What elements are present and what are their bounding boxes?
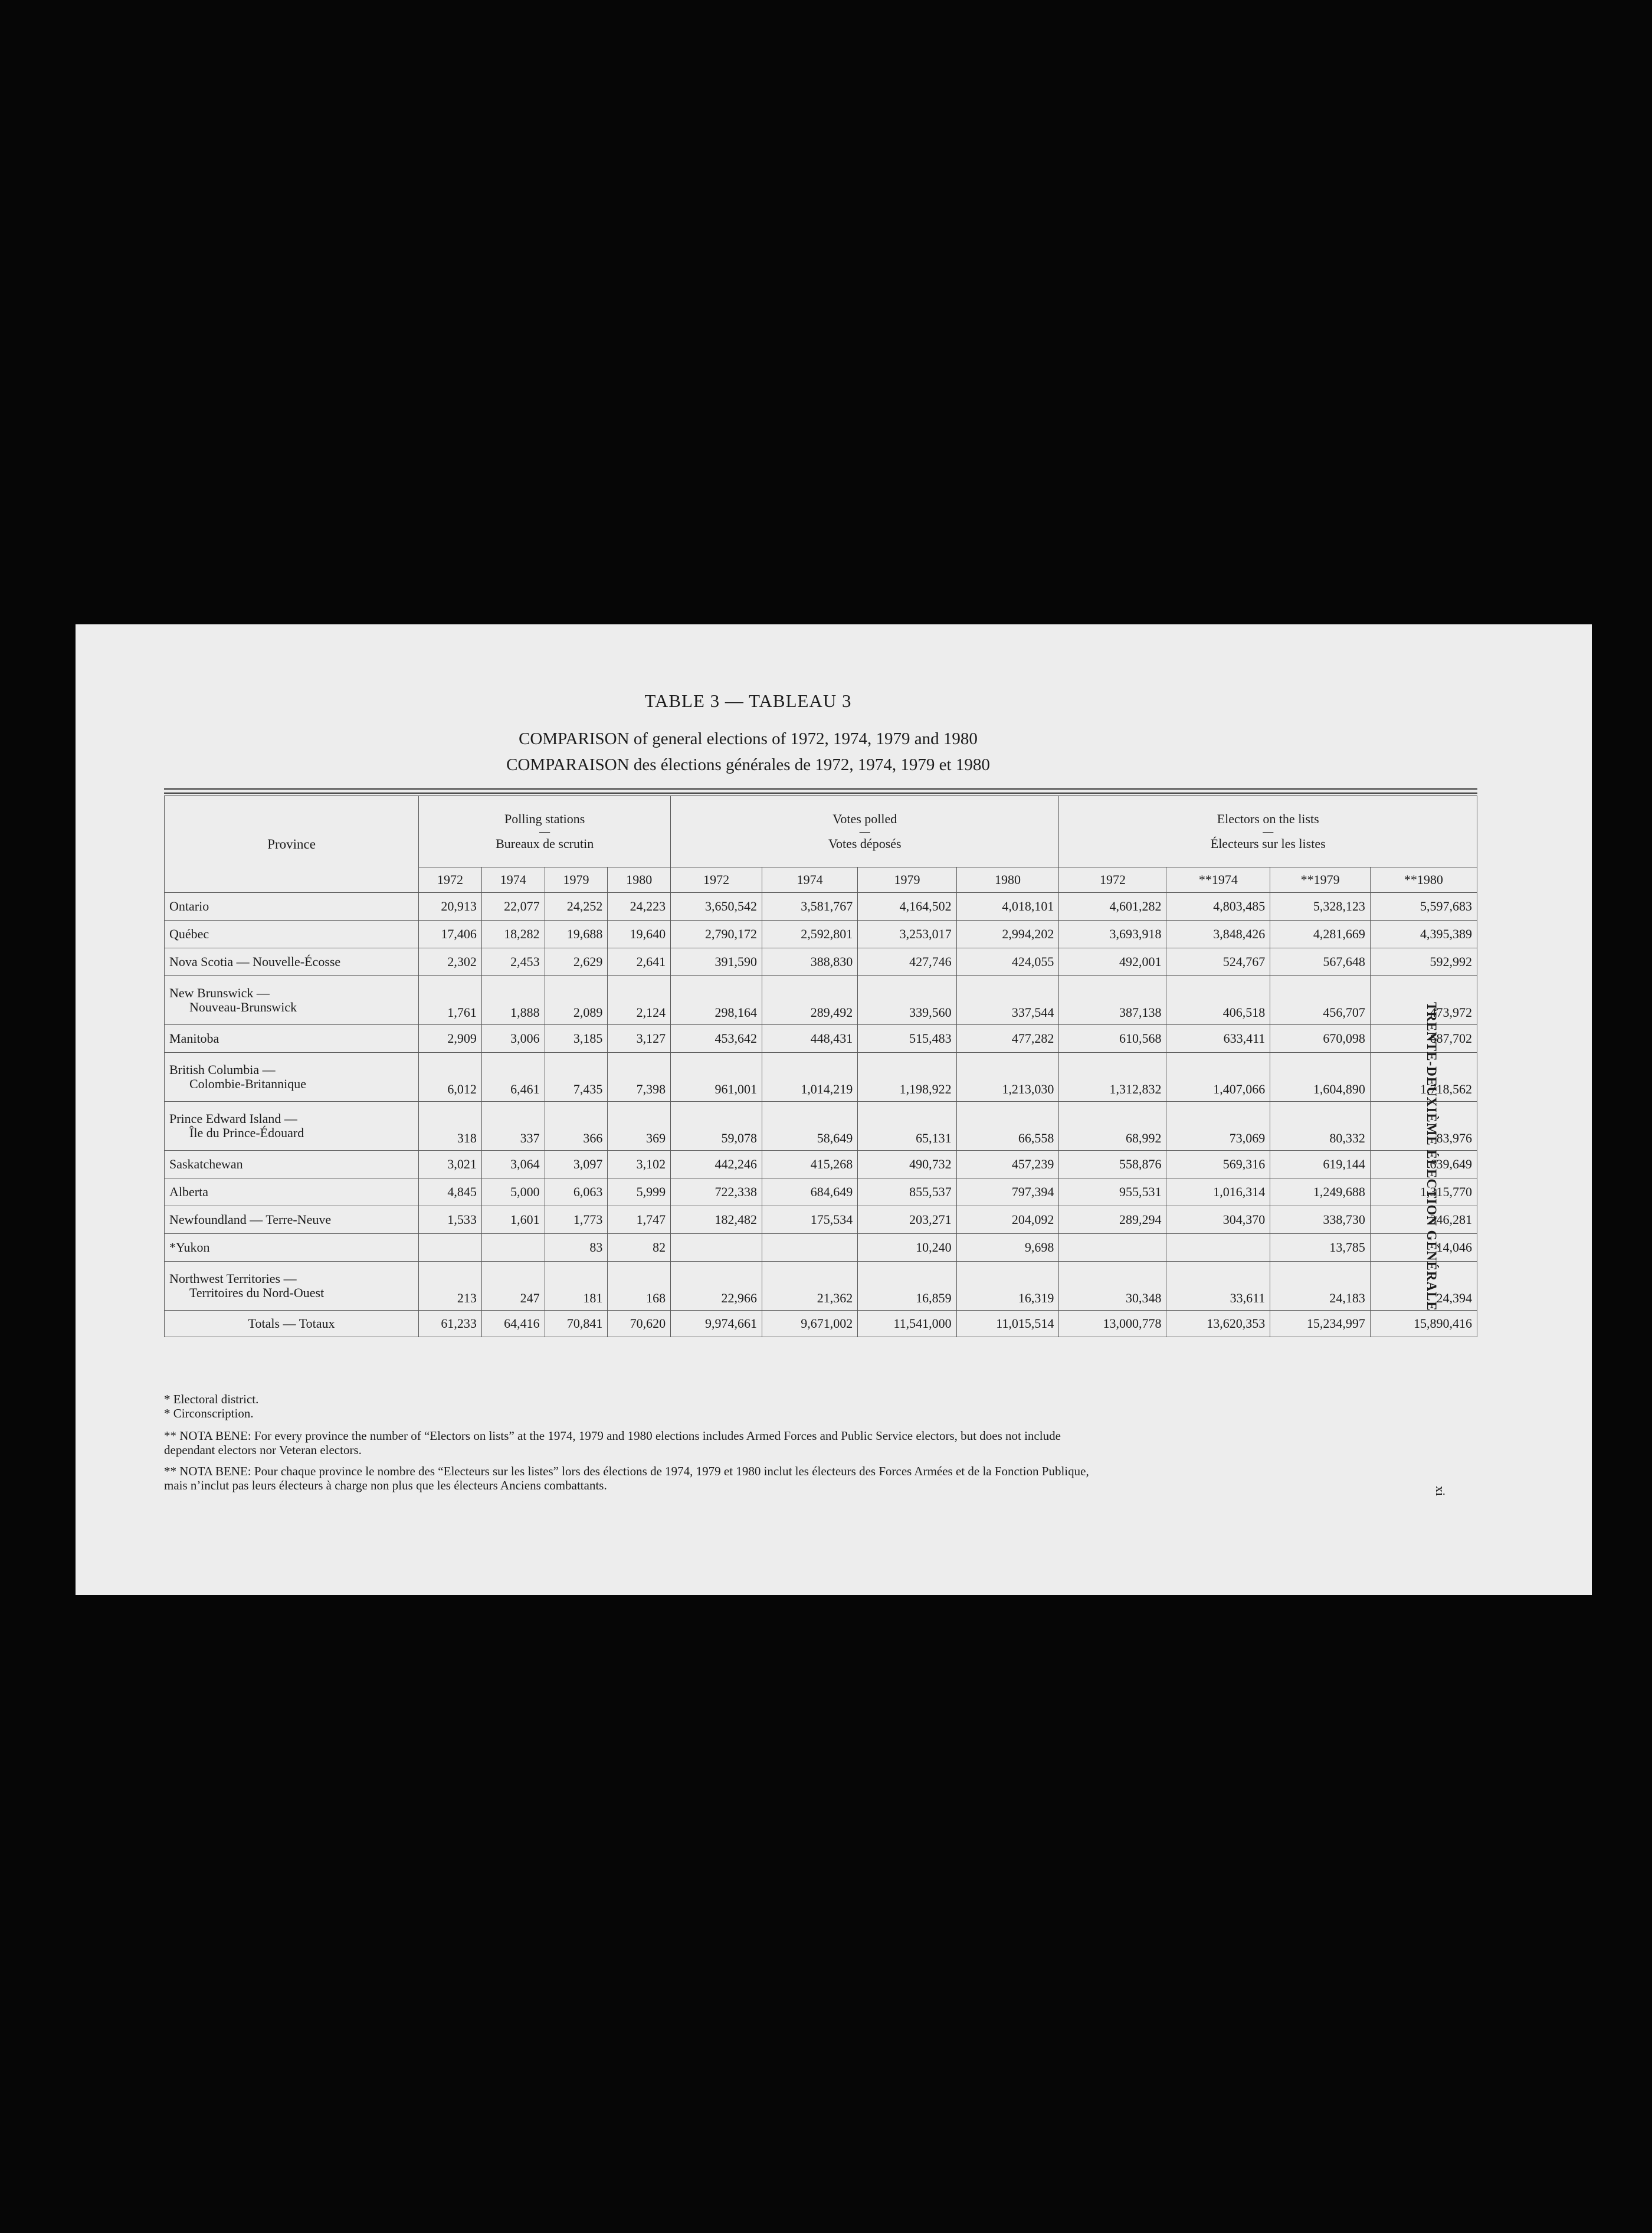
value-cell: 22,966 [671,1262,762,1311]
electors-fr: Électeurs sur les listes [1210,836,1326,851]
value-cell: 457,239 [956,1151,1059,1178]
value-cell: 59,078 [671,1102,762,1151]
value-cell: 83 [545,1234,608,1262]
votes-polled-fr: Votes déposés [828,836,902,851]
value-cell: 16,859 [858,1262,956,1311]
running-head-text: TRENTE-DEUXIÈME ÉLECTION GÉNÉRALE [1424,1002,1439,1311]
footnote-circonscription: * Circonscription. [164,1406,254,1420]
province-name [165,1262,419,1311]
top-rule-double [164,793,1477,794]
footnote-nota-bene-en-cont: dependant electors nor Veteran electors. [164,1443,362,1457]
province-name [165,948,419,976]
province-name [165,893,419,921]
value-cell: 415,268 [762,1151,858,1178]
value-cell: 456,707 [1270,976,1371,1025]
value-cell: 369 [608,1102,671,1151]
value-cell: 304,370 [1166,1206,1270,1234]
year-header: **1974 [1166,867,1270,893]
header-dash: — [859,826,870,837]
value-cell: 2,124 [608,976,671,1025]
year-header: 1972 [419,867,482,893]
value-cell: 58,649 [762,1102,858,1151]
value-cell: 4,601,282 [1059,893,1166,921]
value-cell: 5,597,683 [1370,893,1477,921]
province-name [165,1206,419,1234]
votes-polled-en: Votes polled [832,811,897,826]
value-cell: 33,611 [1166,1262,1270,1311]
year-header: 1980 [608,867,671,893]
province-name-line1: Newfoundland — Terre-Neuve [169,1212,332,1227]
province-name [165,1053,419,1102]
value-cell: 427,746 [858,948,956,976]
value-cell: 391,590 [671,948,762,976]
value-cell: 10,240 [858,1234,956,1262]
value-cell: 24,223 [608,893,671,921]
province-name-line2: Territoires du Nord-Ouest [189,1285,324,1300]
value-cell: 1,016,314 [1166,1178,1270,1206]
value-cell: 3,064 [481,1151,545,1178]
value-cell: 1,315,770 [1370,1178,1477,1206]
running-head [1424,1002,1459,1533]
value-cell: 1,718,562 [1370,1053,1477,1102]
footnotes [164,1393,1421,1493]
province-name-line1: Totals — Totaux [248,1316,335,1331]
value-cell: 687,702 [1370,1025,1477,1053]
value-cell: 1,888 [481,976,545,1025]
province-name-line1: Nova Scotia — Nouvelle-Écosse [169,954,341,969]
value-cell: 569,316 [1166,1151,1270,1178]
table-row [165,921,1477,948]
value-cell: 3,581,767 [762,893,858,921]
value-cell: 1,604,890 [1270,1053,1371,1102]
value-cell: 6,063 [545,1178,608,1206]
page-number: xi [1433,1486,1448,1497]
table-row [165,1102,1477,1151]
footnote-electoral-district: * Electoral district. [164,1392,259,1406]
province-name-line1: *Yukon [169,1240,210,1255]
value-cell: 524,767 [1166,948,1270,976]
value-cell: 65,131 [858,1102,956,1151]
value-cell: 4,164,502 [858,893,956,921]
value-cell: 70,620 [608,1311,671,1337]
value-cell: 3,021 [419,1151,482,1178]
year-header: **1980 [1370,867,1477,893]
year-header: 1972 [1059,867,1166,893]
value-cell: 4,281,669 [1270,921,1371,948]
value-cell: 567,648 [1270,948,1371,976]
polling-stations-fr: Bureaux de scrutin [496,836,594,851]
value-cell: 20,913 [419,893,482,921]
value-cell: 1,014,219 [762,1053,858,1102]
value-cell: 298,164 [671,976,762,1025]
value-cell: 2,592,801 [762,921,858,948]
value-cell: 61,233 [419,1311,482,1337]
value-cell: 797,394 [956,1178,1059,1206]
value-cell: 83,976 [1370,1102,1477,1151]
value-cell [481,1234,545,1262]
value-cell: 3,185 [545,1025,608,1053]
top-rule [164,788,1477,790]
value-cell: 4,395,389 [1370,921,1477,948]
value-cell: 289,492 [762,976,858,1025]
table-row [165,976,1477,1025]
value-cell: 961,001 [671,1053,762,1102]
province-name [165,921,419,948]
value-cell: 6,461 [481,1053,545,1102]
value-cell: 1,213,030 [956,1053,1059,1102]
value-cell: 1,747 [608,1206,671,1234]
value-cell: 19,640 [608,921,671,948]
value-cell: 955,531 [1059,1178,1166,1206]
value-cell [762,1234,858,1262]
value-cell: 2,089 [545,976,608,1025]
value-cell: 18,282 [481,921,545,948]
value-cell: 21,362 [762,1262,858,1311]
value-cell: 388,830 [762,948,858,976]
table-row [165,893,1477,921]
province-name [165,1151,419,1178]
value-cell: 289,294 [1059,1206,1166,1234]
value-cell: 17,406 [419,921,482,948]
value-cell: 15,890,416 [1370,1311,1477,1337]
value-cell: 1,601 [481,1206,545,1234]
value-cell: 6,012 [419,1053,482,1102]
value-cell: 22,077 [481,893,545,921]
value-cell: 19,688 [545,921,608,948]
table-body [165,893,1477,1337]
value-cell: 492,001 [1059,948,1166,976]
footnote-nota-bene-fr: ** NOTA BENE: Pour chaque province le nombre des “Electeurs sur les listes” lors des élections de 1974, 1979 et 1980 inclut les électeurs des Forces Armées et de la Fonction Publique, [164,1464,1089,1478]
value-cell: 448,431 [762,1025,858,1053]
value-cell: 424,055 [956,948,1059,976]
value-cell: 3,097 [545,1151,608,1178]
value-cell: 70,841 [545,1311,608,1337]
header-dash: — [1263,826,1274,837]
province-name-line1: Northwest Territories — [169,1271,297,1286]
province-name-line1: Ontario [169,899,209,914]
value-cell: 9,698 [956,1234,1059,1262]
value-cell: 515,483 [858,1025,956,1053]
value-cell: 5,328,123 [1270,893,1371,921]
province-name-line2: Île du Prince-Édouard [189,1125,304,1140]
table-row [165,1311,1477,1337]
value-cell: 387,138 [1059,976,1166,1025]
value-cell: 3,253,017 [858,921,956,948]
province-name-line1: Prince Edward Island — [169,1111,297,1126]
value-cell: 337,544 [956,976,1059,1025]
value-cell: 213 [419,1262,482,1311]
value-cell: 592,992 [1370,948,1477,976]
value-cell: 3,006 [481,1025,545,1053]
value-cell: 453,642 [671,1025,762,1053]
year-header: 1974 [481,867,545,893]
value-cell: 5,999 [608,1178,671,1206]
value-cell: 318 [419,1102,482,1151]
value-cell: 4,018,101 [956,893,1059,921]
table-row [165,1178,1477,1206]
value-cell: 13,785 [1270,1234,1371,1262]
year-header: 1972 [671,867,762,893]
value-cell: 66,558 [956,1102,1059,1151]
value-cell: 610,568 [1059,1025,1166,1053]
value-cell: 64,416 [481,1311,545,1337]
value-cell: 68,992 [1059,1102,1166,1151]
table-row [165,1234,1477,1262]
value-cell: 24,183 [1270,1262,1371,1311]
value-cell: 13,000,778 [1059,1311,1166,1337]
table-row [165,1025,1477,1053]
value-cell: 182,482 [671,1206,762,1234]
value-cell: 366 [545,1102,608,1151]
year-header: 1979 [545,867,608,893]
province-name [165,1234,419,1262]
value-cell: 13,620,353 [1166,1311,1270,1337]
value-cell [419,1234,482,1262]
province-name [165,1311,419,1337]
value-cell: 442,246 [671,1151,762,1178]
value-cell: 684,649 [762,1178,858,1206]
value-cell: 2,453 [481,948,545,976]
value-cell: 1,407,066 [1166,1053,1270,1102]
value-cell: 855,537 [858,1178,956,1206]
polling-stations-en: Polling stations [504,811,585,826]
value-cell: 4,803,485 [1166,893,1270,921]
value-cell: 3,650,542 [671,893,762,921]
value-cell: 9,974,661 [671,1311,762,1337]
province-name [165,1025,419,1053]
value-cell: 338,730 [1270,1206,1371,1234]
value-cell: 11,541,000 [858,1311,956,1337]
value-cell: 11,015,514 [956,1311,1059,1337]
value-cell: 490,732 [858,1151,956,1178]
province-name-line1: New Brunswick — [169,985,270,1000]
subtitle-english: COMPARISON of general elections of 1972, 1974, 1979 and 1980 [519,729,978,748]
header-dash: — [539,826,550,837]
province-name-line1: Saskatchewan [169,1157,243,1171]
value-cell: 24,394 [1370,1262,1477,1311]
value-cell: 473,972 [1370,976,1477,1025]
province-name-line2: Colombie-Britannique [189,1076,306,1091]
province-name [165,1102,419,1151]
value-cell: 2,790,172 [671,921,762,948]
value-cell: 558,876 [1059,1151,1166,1178]
votes-polled-header [671,796,1059,867]
year-header: 1979 [858,867,956,893]
province-header: Province [165,796,419,893]
value-cell: 203,271 [858,1206,956,1234]
province-name-line1: Manitoba [169,1031,219,1046]
value-cell: 1,198,922 [858,1053,956,1102]
value-cell: 1,249,688 [1270,1178,1371,1206]
value-cell: 1,773 [545,1206,608,1234]
document-page [76,624,1592,1595]
value-cell: 3,127 [608,1025,671,1053]
table-row [165,948,1477,976]
table-row [165,1262,1477,1311]
value-cell: 73,069 [1166,1102,1270,1151]
footnote-nota-bene-fr-cont: mais n’inclut pas leurs électeurs à charge non plus que les électeurs Anciens combattants. [164,1478,607,1492]
value-cell: 204,092 [956,1206,1059,1234]
value-cell: 2,629 [545,948,608,976]
year-header: **1979 [1270,867,1371,893]
province-name [165,1178,419,1206]
province-name-line1: Alberta [169,1184,208,1199]
table-title: TABLE 3 — TABLEAU 3 [644,690,852,711]
value-cell: 9,671,002 [762,1311,858,1337]
value-cell: 477,282 [956,1025,1059,1053]
value-cell: 16,319 [956,1262,1059,1311]
value-cell: 5,000 [481,1178,545,1206]
value-cell: 337 [481,1102,545,1151]
value-cell: 722,338 [671,1178,762,1206]
value-cell: 30,348 [1059,1262,1166,1311]
province-name [165,976,419,1025]
value-cell: 639,649 [1370,1151,1477,1178]
value-cell: 24,252 [545,893,608,921]
province-name-line2: Nouveau-Brunswick [189,1000,297,1014]
value-cell: 181 [545,1262,608,1311]
polling-stations-header [419,796,671,867]
value-cell: 1,761 [419,976,482,1025]
value-cell: 619,144 [1270,1151,1371,1178]
year-header: 1974 [762,867,858,893]
value-cell: 2,909 [419,1025,482,1053]
footnote-nota-bene-en: ** NOTA BENE: For every province the number of “Electors on lists” at the 1974, 1979 and 1980 elections includes Armed Forces and Public Service electors, but does not include [164,1429,1061,1443]
value-cell: 175,534 [762,1206,858,1234]
value-cell: 3,693,918 [1059,921,1166,948]
province-name-line1: Québec [169,926,209,941]
value-cell: 633,411 [1166,1025,1270,1053]
value-cell: 2,302 [419,948,482,976]
value-cell: 15,234,997 [1270,1311,1371,1337]
table-row [165,1053,1477,1102]
value-cell: 7,398 [608,1053,671,1102]
value-cell: 4,845 [419,1178,482,1206]
electors-en: Electors on the lists [1217,811,1319,826]
table-row [165,1151,1477,1178]
value-cell: 339,560 [858,976,956,1025]
subtitle-french: COMPARAISON des élections générales de 1972, 1974, 1979 et 1980 [506,755,990,774]
value-cell [1059,1234,1166,1262]
value-cell: 3,848,426 [1166,921,1270,948]
value-cell: 3,102 [608,1151,671,1178]
value-cell: 2,641 [608,948,671,976]
province-name-line1: British Columbia — [169,1062,276,1077]
value-cell: 406,518 [1166,976,1270,1025]
value-cell: 2,994,202 [956,921,1059,948]
value-cell [671,1234,762,1262]
electors-header [1059,796,1477,867]
value-cell: 346,281 [1370,1206,1477,1234]
table-row [165,1206,1477,1234]
value-cell: 82 [608,1234,671,1262]
value-cell: 1,312,832 [1059,1053,1166,1102]
value-cell: 7,435 [545,1053,608,1102]
value-cell: 168 [608,1262,671,1311]
value-cell [1166,1234,1270,1262]
value-cell: 80,332 [1270,1102,1371,1151]
value-cell: 247 [481,1262,545,1311]
value-cell: 14,046 [1370,1234,1477,1262]
value-cell: 1,533 [419,1206,482,1234]
year-header: 1980 [956,867,1059,893]
value-cell: 670,098 [1270,1025,1371,1053]
election-comparison-table [164,795,1477,1337]
